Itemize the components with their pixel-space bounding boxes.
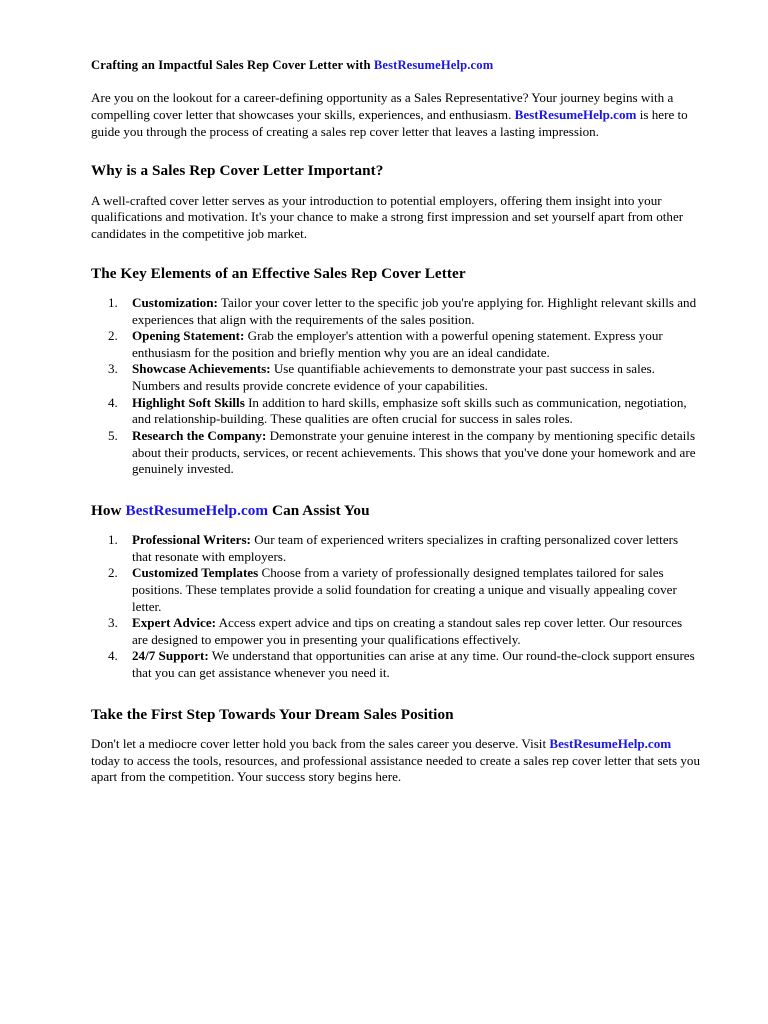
section-heading-key-elements: The Key Elements of an Effective Sales Rep Cover Letter [91, 264, 466, 282]
section-heading-assist [91, 502, 700, 520]
list-item [91, 328, 700, 361]
list-item-text: We understand that opportunities can arise at any time. Our round-the-clock support ensures that you can get assistance whenever you need it. [132, 648, 695, 681]
list-item [91, 361, 700, 394]
intro-text-part2: is here to guide you through the process of creating a sales rep cover letter that leaves a lasting impression. [91, 107, 688, 139]
list-item-lead: Expert Advice: [132, 615, 217, 631]
list-item-text: Choose from a variety of professionally designed templates tailored for sales positions. These templates provide a solid foundation for creating a unique and visually appealing cover letter. [132, 565, 677, 614]
list-item [91, 565, 700, 615]
list-item [91, 615, 700, 648]
list-item-text: Grab the employer's attention with a powerful opening statement. Express your enthusiasm for the position and briefly mention why you are an ideal candidate. [132, 328, 663, 360]
list-item-text: In addition to hard skills, emphasize soft skills such as communication, negotiation, and relationship-building. These qualities are often crucial for success in sales roles. [132, 394, 687, 427]
assist-heading-suffix: Can Assist You [268, 501, 370, 519]
list-item-lead: Customization: [132, 294, 218, 310]
brand-link-closing[interactable]: BestResumeHelp.com [549, 735, 672, 751]
list-item-lead: 24/7 Support: [132, 648, 209, 664]
list-item-lead: Customized Templates [132, 565, 259, 581]
intro-paragraph [91, 90, 700, 140]
closing-text-part2: today to access the tools, resources, and professional assistance needed to create a sales rep cover letter that sets you apart from the competition. Your success story begins here. [91, 752, 700, 785]
list-item-text: Demonstrate your genuine interest in the company by mentioning specific details about their products, services, or recent achievements. This shows that you've done your homework and are genuinely invested. [132, 427, 696, 477]
importance-paragraph: A well-crafted cover letter serves as your introduction to potential employers, offering them insight into your qualifications and motivation. It's your chance to make a strong first impression and set yourself apart from other candidates in the competitive job market. [91, 192, 684, 242]
page-title-text: Crafting an Impactful Sales Rep Cover Letter with [91, 58, 374, 72]
brand-link-assist-heading[interactable]: BestResumeHelp.com [125, 501, 269, 519]
list-item-text: Our team of experienced writers specializes in crafting personalized cover letters that resonate with employers. [132, 532, 679, 564]
list-item-lead: Opening Statement: [132, 328, 245, 344]
list-item [91, 648, 700, 681]
section-heading-importance: Why is a Sales Rep Cover Letter Important? [91, 162, 384, 180]
key-elements-list [91, 295, 700, 478]
list-item [91, 532, 700, 565]
list-item-text: Access expert advice and tips on creating a standout sales rep cover letter. Our resources are designed to empower you in presenting your qualifications effectively. [132, 615, 683, 647]
list-item [91, 295, 700, 328]
list-item-lead: Professional Writers: [132, 532, 251, 548]
list-item [91, 395, 700, 428]
list-item-lead: Showcase Achievements: [132, 361, 271, 377]
list-item [91, 428, 700, 478]
closing-text-part1: Don't let a mediocre cover letter hold you back from the sales career you deserve. Visit [91, 735, 550, 751]
page-title [91, 58, 700, 73]
assist-list [91, 532, 700, 682]
brand-link-intro[interactable]: BestResumeHelp.com [514, 107, 637, 123]
list-item-text: Use quantifiable achievements to demonstrate your past success in sales. Numbers and results provide concrete evidence of your capabilities. [132, 361, 655, 394]
brand-link-title[interactable]: BestResumeHelp.com [373, 58, 494, 72]
closing-paragraph [91, 736, 700, 786]
list-item-lead: Highlight Soft Skills [132, 394, 245, 410]
section-heading-first-step: Take the First Step Towards Your Dream Sales Position [91, 705, 454, 723]
assist-heading-prefix: How [91, 501, 126, 519]
list-item-lead: Research the Company: [132, 427, 267, 443]
list-item-text: Tailor your cover letter to the specific job you're applying for. Highlight relevant skills and experiences that align with the requirements of the sales position. [132, 294, 697, 327]
intro-text-part1: Are you on the lookout for a career-defining opportunity as a Sales Representative? Your journey begins with a compelling cover letter that showcases your skills, experiences, and enthusiasm. [91, 90, 674, 123]
